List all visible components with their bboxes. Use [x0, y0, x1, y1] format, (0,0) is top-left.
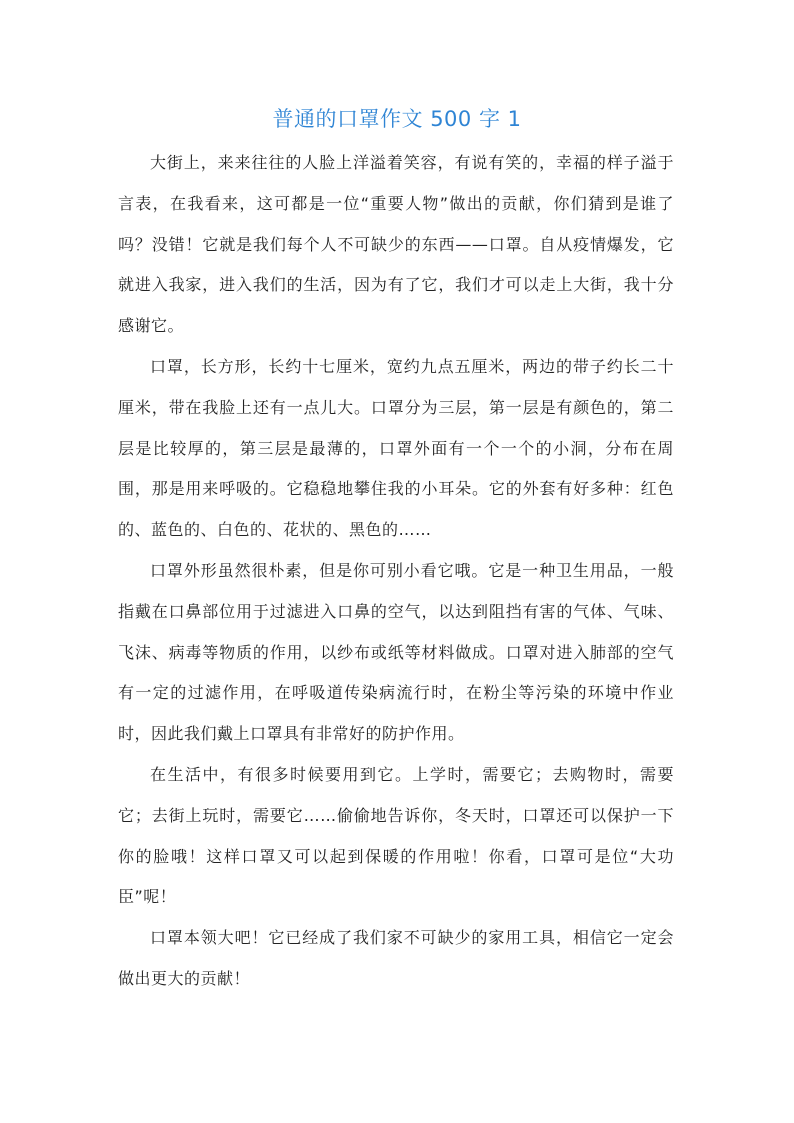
paragraph-1: 大街上，来来往往的人脸上洋溢着笑容，有说有笑的，幸福的样子溢于言表，在我看来，这可都是一位“重要人物”做出的贡献，你们猜到是谁了吗？没错！它就是我们每个人不可缺少的东西——口罩。自从疫情爆发，它就进入我家，进入我们的生活，因为有了它，我们才可以走上大街，我十分感谢它。 — [118, 153, 674, 336]
paragraph-5: 口罩本领大吧！它已经成了我们家不可缺少的家用工具，相信它一定会做出更大的贡献！ — [118, 928, 674, 988]
essay-body — [118, 143, 674, 1000]
page-title: 普通的口罩作文 500 字 1 — [272, 107, 522, 131]
paragraph-2: 口罩，长方形，长约十七厘米，宽约九点五厘米，两边的带子约长二十厘米，带在我脸上还有一点儿大。口罩分为三层，第一层是有颜色的，第二层是比较厚的，第三层是最薄的，口罩外面有一个一个的小洞，分布在周围，那是用来呼吸的。它稳稳地攀住我的小耳朵。它的外套有好多种：红色的、蓝色的、白色的、花状的、黑色的…… — [118, 356, 674, 540]
paragraph-3: 口罩外形虽然很朴素，但是你可别小看它哦。它是一种卫生用品，一般指戴在口鼻部位用于过滤进入口鼻的空气，以达到阻挡有害的气体、气味、飞沫、病毒等物质的作用，以纱布或纸等材料做成。口罩对进入肺部的空气有一定的过滤作用，在呼吸道传染病流行时，在粉尘等污染的环境中作业时，因此我们戴上口罩具有非常好的防护作用。 — [118, 560, 674, 744]
paragraph-4: 在生活中，有很多时候要用到它。上学时，需要它；去购物时，需要它；去街上玩时，需要它……偷偷地告诉你，冬天时，口罩还可以保护一下你的脸哦！这样口罩又可以起到保暖的作用啦！你看，口罩可是位“大功臣”呢！ — [118, 764, 674, 907]
